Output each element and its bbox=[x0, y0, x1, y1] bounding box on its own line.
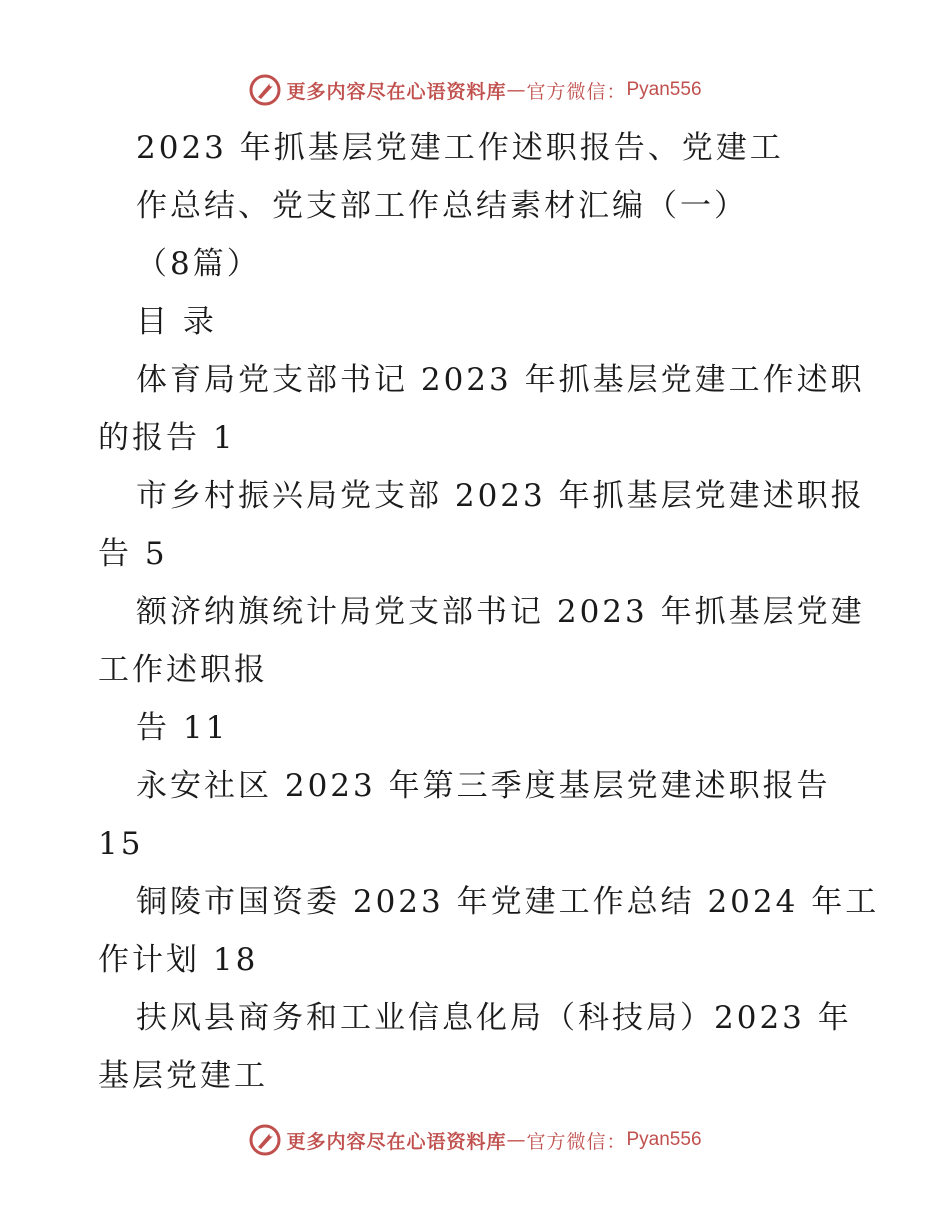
toc-entry-line: 作计划 18 bbox=[98, 942, 259, 978]
toc-entry-line: 市乡村振兴局党支部 2023 年抓基层党建述职报 bbox=[136, 478, 865, 514]
toc-entry-line: 铜陵市国资委 2023 年党建工作总结 2024 年工 bbox=[136, 884, 880, 920]
toc-entry-line: 体育局党支部书记 2023 年抓基层党建工作述职 bbox=[136, 362, 865, 398]
banner-wechat-id: Pyan556 bbox=[626, 1129, 702, 1150]
toc-entry-line: 永安社区 2023 年第三季度基层党建述职报告 bbox=[136, 768, 831, 804]
toc-entry-line: 扶风县商务和工业信息化局（科技局）2023 年 bbox=[136, 1000, 852, 1036]
banner-main-text: 更多内容尽在心语资料库 bbox=[286, 80, 507, 103]
banner-sub-text: 官方微信： bbox=[526, 1130, 627, 1153]
banner-dash: — bbox=[506, 1129, 527, 1151]
banner-wechat-id: Pyan556 bbox=[626, 79, 702, 100]
document-title-line-3: （8篇） bbox=[136, 246, 261, 282]
toc-entry-line: 基层党建工 bbox=[98, 1058, 268, 1094]
pen-nib-logo-icon bbox=[248, 1123, 282, 1157]
toc-entry-line: 额济纳旗统计局党支部书记 2023 年抓基层党建 bbox=[136, 594, 865, 630]
document-title-line-1: 2023 年抓基层党建工作述职报告、党建工 bbox=[136, 130, 784, 166]
toc-heading: 目 录 bbox=[136, 304, 217, 340]
banner-sub-text: 官方微信： bbox=[526, 80, 627, 103]
toc-entry-line: 告 11 bbox=[136, 710, 229, 746]
document-title-line-2: 作总结、党支部工作总结素材汇编（一） bbox=[136, 188, 748, 224]
toc-entry-line: 告 5 bbox=[98, 536, 168, 572]
toc-entry-line: 工作述职报 bbox=[98, 652, 268, 688]
toc-entry-line: 15 bbox=[98, 826, 144, 862]
footer-watermark-banner bbox=[0, 1120, 950, 1160]
banner-dash: — bbox=[506, 79, 527, 101]
toc-entry-line: 的报告 1 bbox=[98, 420, 236, 456]
banner-main-text: 更多内容尽在心语资料库 bbox=[286, 1130, 507, 1153]
